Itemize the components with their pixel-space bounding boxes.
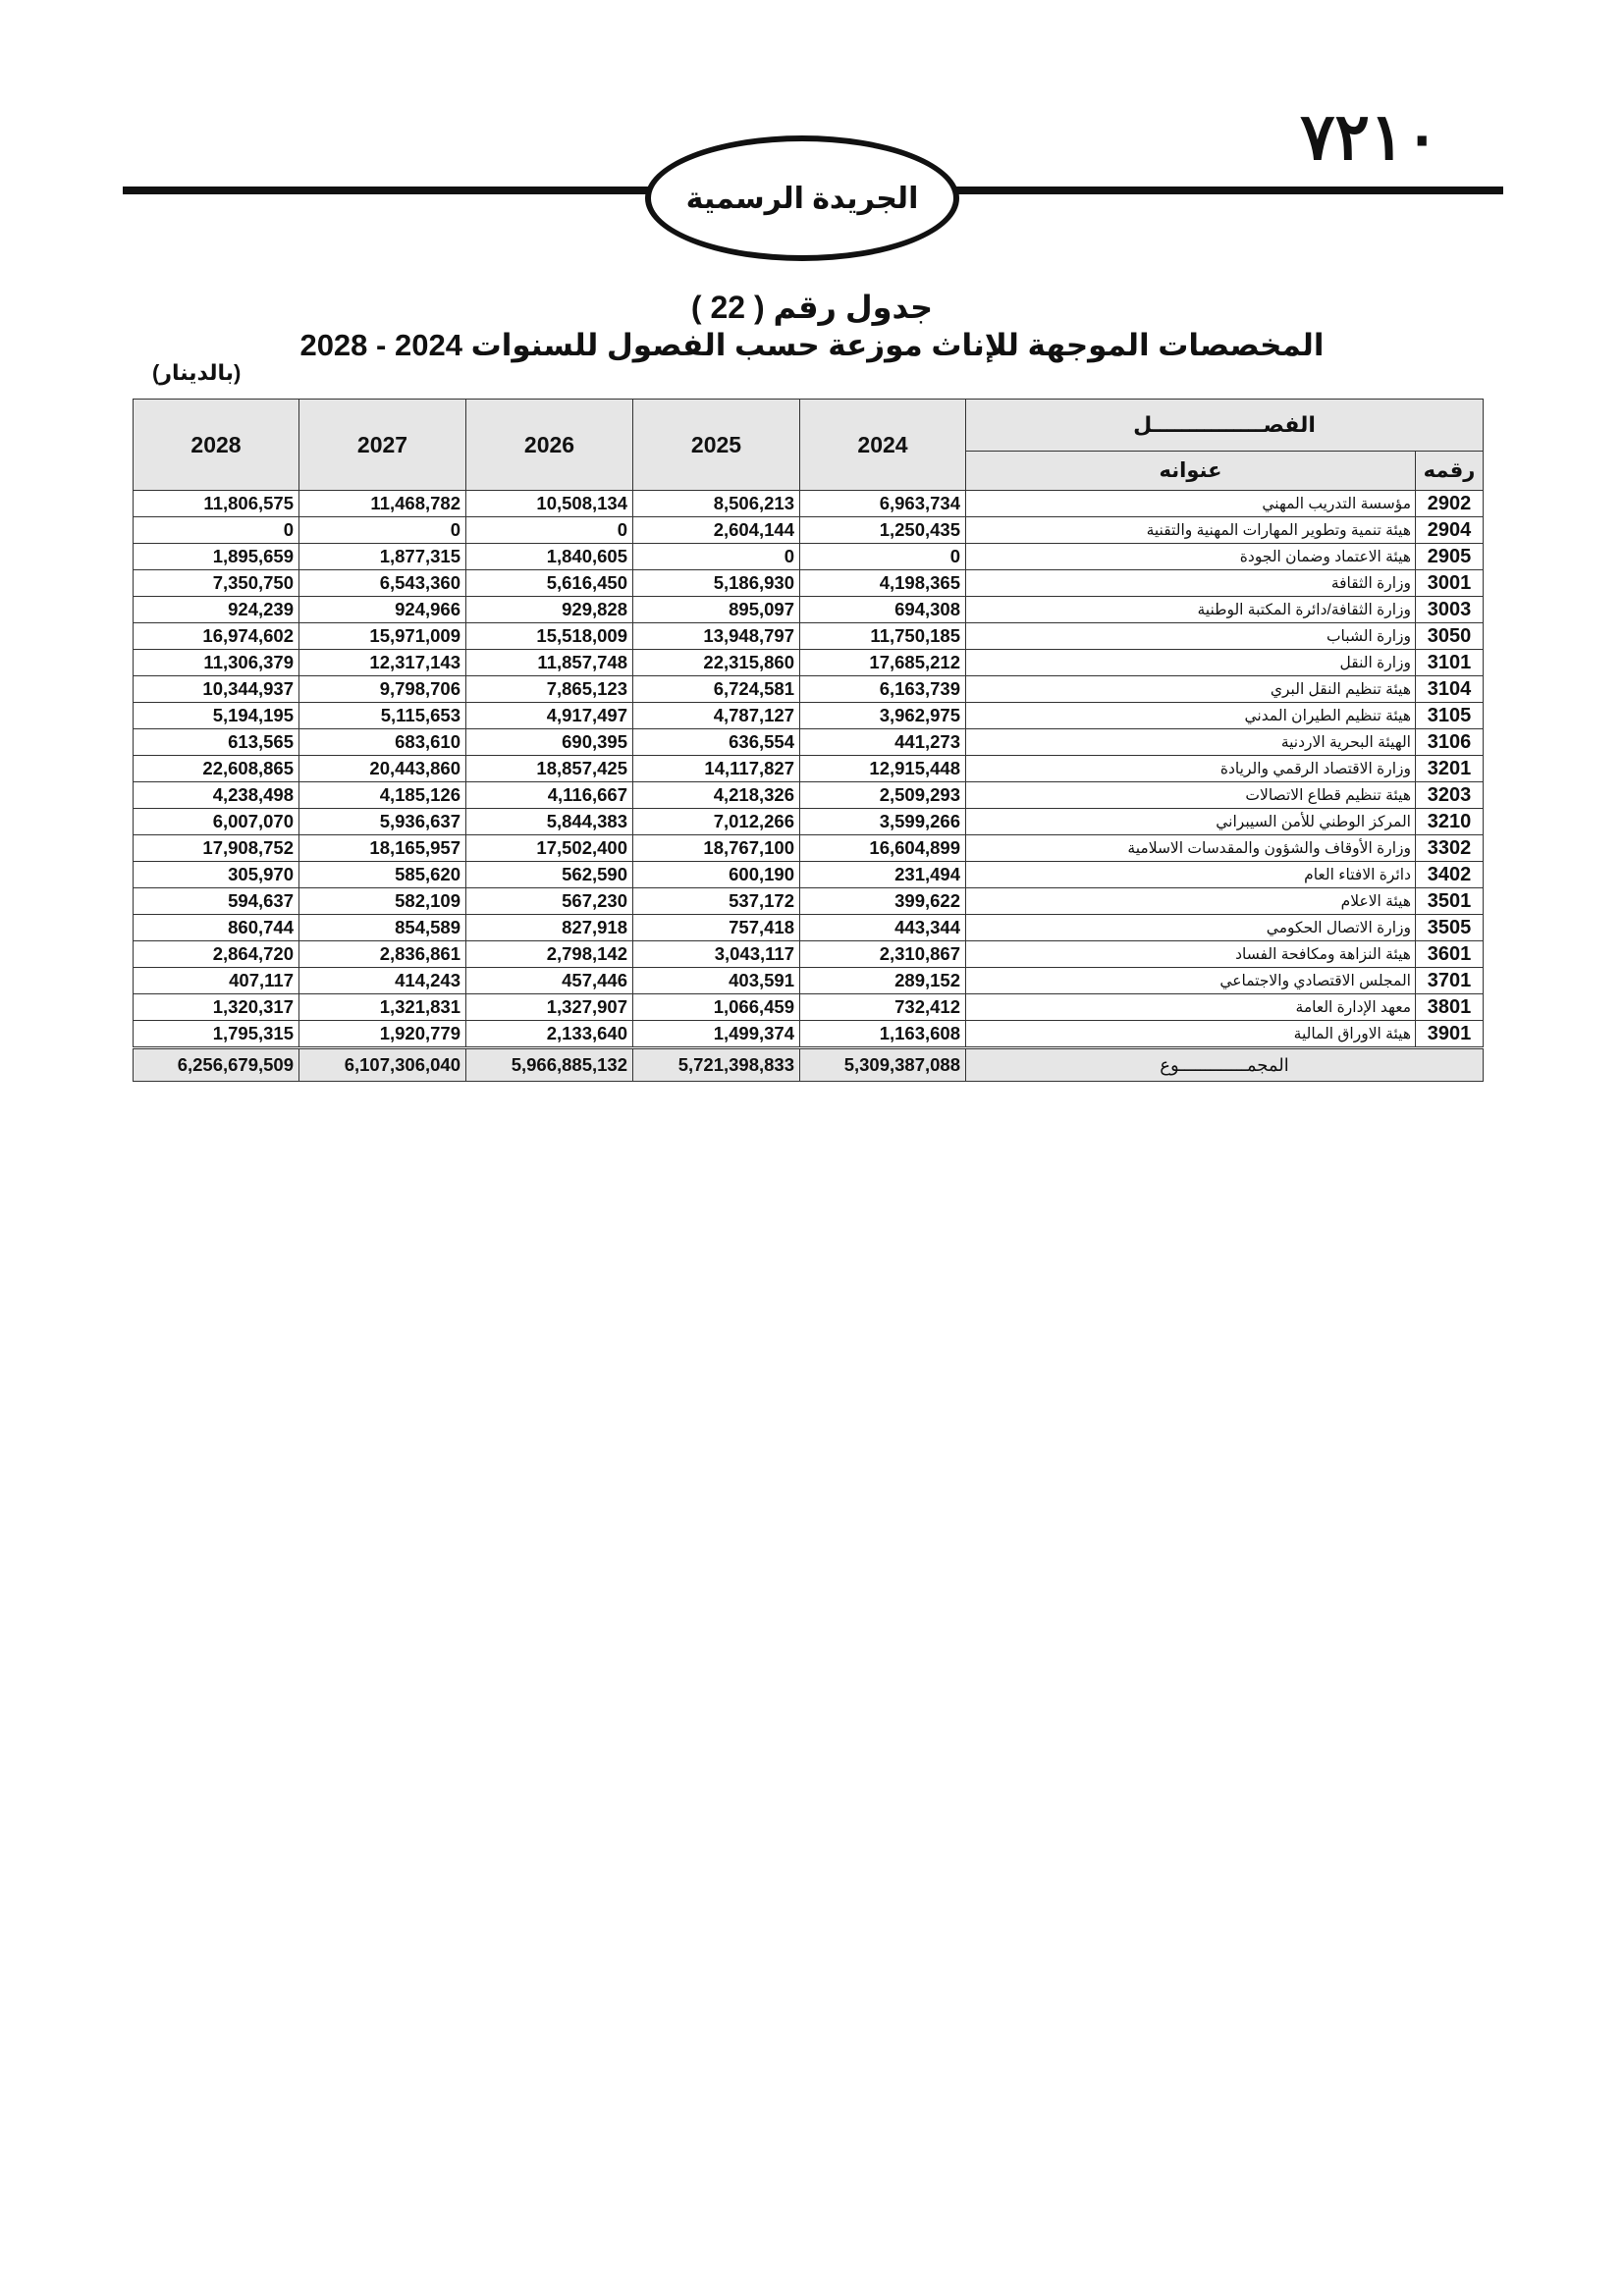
chapter-title: المركز الوطني للأمن السيبراني: [966, 809, 1416, 835]
value-2028: 407,117: [134, 968, 299, 994]
value-2028: 1,895,659: [134, 544, 299, 570]
value-2025: 537,172: [633, 888, 800, 915]
table-row: [134, 729, 1484, 756]
value-2027: 2,836,861: [299, 941, 466, 968]
table-row: [134, 941, 1484, 968]
value-2026: 17,502,400: [466, 835, 633, 862]
value-2026: 11,857,748: [466, 650, 633, 676]
chapter-code: 3104: [1416, 676, 1484, 703]
value-2025: 1,066,459: [633, 994, 800, 1021]
chapter-code: 3003: [1416, 597, 1484, 623]
year-header-2024: 2024: [800, 400, 966, 491]
value-2027: 1,877,315: [299, 544, 466, 570]
value-2027: 414,243: [299, 968, 466, 994]
chapter-code: 3001: [1416, 570, 1484, 597]
value-2024: 11,750,185: [800, 623, 966, 650]
value-2024: 0: [800, 544, 966, 570]
value-2024: 1,163,608: [800, 1021, 966, 1048]
value-2028: 17,908,752: [134, 835, 299, 862]
value-2027: 11,468,782: [299, 491, 466, 517]
chapter-title: المجلس الاقتصادي والاجتماعي: [966, 968, 1416, 994]
year-header-2026: 2026: [466, 400, 633, 491]
value-2026: 567,230: [466, 888, 633, 915]
value-2028: 860,744: [134, 915, 299, 941]
table-row: [134, 517, 1484, 544]
table-row: [134, 888, 1484, 915]
value-2026: 15,518,009: [466, 623, 633, 650]
value-2025: 22,315,860: [633, 650, 800, 676]
table-subtitle: المخصصات الموجهة للإناث موزعة حسب الفصول للسنوات 2024 - 2028: [299, 328, 1325, 362]
value-2024: 399,622: [800, 888, 966, 915]
total-label: المجمـــــــــــــوع: [966, 1048, 1484, 1082]
chapter-title: وزارة الاتصال الحكومي: [966, 915, 1416, 941]
table-row: [134, 968, 1484, 994]
value-2027: 5,936,637: [299, 809, 466, 835]
value-2027: 683,610: [299, 729, 466, 756]
total-2024: 5,309,387,088: [800, 1048, 966, 1082]
chapter-title: معهد الإدارة العامة: [966, 994, 1416, 1021]
table-row: [134, 570, 1484, 597]
chapter-title: وزارة الاقتصاد الرقمي والريادة: [966, 756, 1416, 782]
chapter-title: هيئة تنمية وتطوير المهارات المهنية والتقنية: [966, 517, 1416, 544]
value-2026: 4,917,497: [466, 703, 633, 729]
table-row: [134, 782, 1484, 809]
value-2027: 0: [299, 517, 466, 544]
table-row: [134, 994, 1484, 1021]
value-2024: 443,344: [800, 915, 966, 941]
value-2025: 7,012,266: [633, 809, 800, 835]
value-2026: 5,844,383: [466, 809, 633, 835]
year-header-2025: 2025: [633, 400, 800, 491]
value-2026: 457,446: [466, 968, 633, 994]
value-2026: 0: [466, 517, 633, 544]
chapter-header: الفصـــــــــــــــل: [966, 400, 1484, 452]
value-2025: 8,506,213: [633, 491, 800, 517]
chapter-code: 3101: [1416, 650, 1484, 676]
table-row: [134, 703, 1484, 729]
value-2024: 2,509,293: [800, 782, 966, 809]
value-2024: 16,604,899: [800, 835, 966, 862]
value-2024: 441,273: [800, 729, 966, 756]
value-2025: 4,218,326: [633, 782, 800, 809]
value-2028: 10,344,937: [134, 676, 299, 703]
chapter-code: 3601: [1416, 941, 1484, 968]
value-2025: 5,186,930: [633, 570, 800, 597]
value-2024: 694,308: [800, 597, 966, 623]
value-2024: 2,310,867: [800, 941, 966, 968]
total-2028: 6,256,679,509: [134, 1048, 299, 1082]
chapter-code: 3201: [1416, 756, 1484, 782]
total-2026: 5,966,885,132: [466, 1048, 633, 1082]
value-2028: 594,637: [134, 888, 299, 915]
table-row: [134, 915, 1484, 941]
value-2028: 4,238,498: [134, 782, 299, 809]
value-2026: 1,327,907: [466, 994, 633, 1021]
value-2025: 13,948,797: [633, 623, 800, 650]
value-2024: 1,250,435: [800, 517, 966, 544]
value-2024: 732,412: [800, 994, 966, 1021]
value-2027: 18,165,957: [299, 835, 466, 862]
chapter-title: هيئة النزاهة ومكافحة الفساد: [966, 941, 1416, 968]
chapter-code: 3901: [1416, 1021, 1484, 1048]
table-row: [134, 862, 1484, 888]
value-2026: 18,857,425: [466, 756, 633, 782]
value-2027: 6,543,360: [299, 570, 466, 597]
value-2027: 15,971,009: [299, 623, 466, 650]
chapter-title-header: عنوانه: [966, 451, 1416, 490]
chapter-title: هيئة الاعلام: [966, 888, 1416, 915]
table-row: [134, 491, 1484, 517]
value-2025: 2,604,144: [633, 517, 800, 544]
value-2025: 757,418: [633, 915, 800, 941]
value-2027: 854,589: [299, 915, 466, 941]
value-2028: 1,320,317: [134, 994, 299, 1021]
table-row: [134, 835, 1484, 862]
value-2028: 5,194,195: [134, 703, 299, 729]
chapter-code: 3210: [1416, 809, 1484, 835]
value-2024: 231,494: [800, 862, 966, 888]
chapter-title: مؤسسة التدريب المهني: [966, 491, 1416, 517]
value-2025: 6,724,581: [633, 676, 800, 703]
value-2027: 924,966: [299, 597, 466, 623]
chapter-code: 3701: [1416, 968, 1484, 994]
table-row: [134, 676, 1484, 703]
chapter-title: وزارة الثقافة/دائرة المكتبة الوطنية: [966, 597, 1416, 623]
value-2026: 4,116,667: [466, 782, 633, 809]
chapter-title: دائرة الافتاء العام: [966, 862, 1416, 888]
value-2027: 582,109: [299, 888, 466, 915]
chapter-code: 3801: [1416, 994, 1484, 1021]
value-2028: 11,306,379: [134, 650, 299, 676]
value-2027: 9,798,706: [299, 676, 466, 703]
chapter-title: وزارة الأوقاف والشؤون والمقدسات الاسلامية: [966, 835, 1416, 862]
value-2024: 17,685,212: [800, 650, 966, 676]
table-row: [134, 597, 1484, 623]
value-2026: 5,616,450: [466, 570, 633, 597]
chapter-title: وزارة النقل: [966, 650, 1416, 676]
chapter-code: 2904: [1416, 517, 1484, 544]
chapter-code: 3505: [1416, 915, 1484, 941]
chapter-title: هيئة تنظيم الطيران المدني: [966, 703, 1416, 729]
table-number-title: جدول رقم ( 22 ): [690, 290, 934, 325]
total-2027: 6,107,306,040: [299, 1048, 466, 1082]
value-2027: 12,317,143: [299, 650, 466, 676]
value-2024: 6,963,734: [800, 491, 966, 517]
value-2024: 4,198,365: [800, 570, 966, 597]
gazette-title: الجريدة الرسمية: [685, 182, 919, 215]
value-2028: 0: [134, 517, 299, 544]
value-2028: 11,806,575: [134, 491, 299, 517]
allocations-table: [133, 399, 1484, 1082]
value-2028: 305,970: [134, 862, 299, 888]
table-row: [134, 650, 1484, 676]
table-row: [134, 1021, 1484, 1048]
value-2028: 2,864,720: [134, 941, 299, 968]
value-2025: 1,499,374: [633, 1021, 800, 1048]
chapter-code: 3302: [1416, 835, 1484, 862]
value-2028: 22,608,865: [134, 756, 299, 782]
value-2027: 585,620: [299, 862, 466, 888]
chapter-title: هيئة تنظيم قطاع الاتصالات: [966, 782, 1416, 809]
value-2028: 1,795,315: [134, 1021, 299, 1048]
value-2024: 12,915,448: [800, 756, 966, 782]
chapter-title: وزارة الثقافة: [966, 570, 1416, 597]
value-2025: 4,787,127: [633, 703, 800, 729]
table-row: [134, 623, 1484, 650]
total-row: [134, 1048, 1484, 1082]
chapter-title: وزارة الشباب: [966, 623, 1416, 650]
chapter-code: 3106: [1416, 729, 1484, 756]
value-2027: 20,443,860: [299, 756, 466, 782]
chapter-code: 3050: [1416, 623, 1484, 650]
value-2028: 613,565: [134, 729, 299, 756]
value-2025: 403,591: [633, 968, 800, 994]
chapter-code: 2905: [1416, 544, 1484, 570]
year-header-2027: 2027: [299, 400, 466, 491]
chapter-title: هيئة تنظيم النقل البري: [966, 676, 1416, 703]
table-row: [134, 756, 1484, 782]
value-2024: 3,962,975: [800, 703, 966, 729]
value-2027: 5,115,653: [299, 703, 466, 729]
value-2027: 4,185,126: [299, 782, 466, 809]
chapter-code-header: رقمه: [1416, 451, 1484, 490]
chapter-code: 3203: [1416, 782, 1484, 809]
currency-unit: (بالدينار): [152, 360, 242, 385]
gazette-header-ellipse: [645, 135, 959, 261]
chapter-code: 3402: [1416, 862, 1484, 888]
table-row: [134, 809, 1484, 835]
value-2026: 1,840,605: [466, 544, 633, 570]
value-2024: 6,163,739: [800, 676, 966, 703]
value-2025: 636,554: [633, 729, 800, 756]
value-2026: 2,133,640: [466, 1021, 633, 1048]
value-2025: 3,043,117: [633, 941, 800, 968]
chapter-code: 2902: [1416, 491, 1484, 517]
value-2024: 3,599,266: [800, 809, 966, 835]
value-2026: 690,395: [466, 729, 633, 756]
value-2026: 562,590: [466, 862, 633, 888]
value-2028: 16,974,602: [134, 623, 299, 650]
value-2025: 895,097: [633, 597, 800, 623]
value-2026: 7,865,123: [466, 676, 633, 703]
value-2024: 289,152: [800, 968, 966, 994]
page-number: ٧٢١٠: [1300, 98, 1439, 175]
value-2026: 10,508,134: [466, 491, 633, 517]
chapter-code: 3501: [1416, 888, 1484, 915]
value-2028: 924,239: [134, 597, 299, 623]
value-2028: 7,350,750: [134, 570, 299, 597]
value-2027: 1,321,831: [299, 994, 466, 1021]
chapter-code: 3105: [1416, 703, 1484, 729]
chapter-title: هيئة الاوراق المالية: [966, 1021, 1416, 1048]
chapter-title: هيئة الاعتماد وضمان الجودة: [966, 544, 1416, 570]
year-header-2028: 2028: [134, 400, 299, 491]
chapter-title: الهيئة البحرية الاردنية: [966, 729, 1416, 756]
table-row: [134, 544, 1484, 570]
value-2026: 2,798,142: [466, 941, 633, 968]
value-2025: 0: [633, 544, 800, 570]
value-2028: 6,007,070: [134, 809, 299, 835]
value-2026: 827,918: [466, 915, 633, 941]
total-2025: 5,721,398,833: [633, 1048, 800, 1082]
value-2025: 600,190: [633, 862, 800, 888]
value-2025: 14,117,827: [633, 756, 800, 782]
value-2025: 18,767,100: [633, 835, 800, 862]
value-2027: 1,920,779: [299, 1021, 466, 1048]
value-2026: 929,828: [466, 597, 633, 623]
